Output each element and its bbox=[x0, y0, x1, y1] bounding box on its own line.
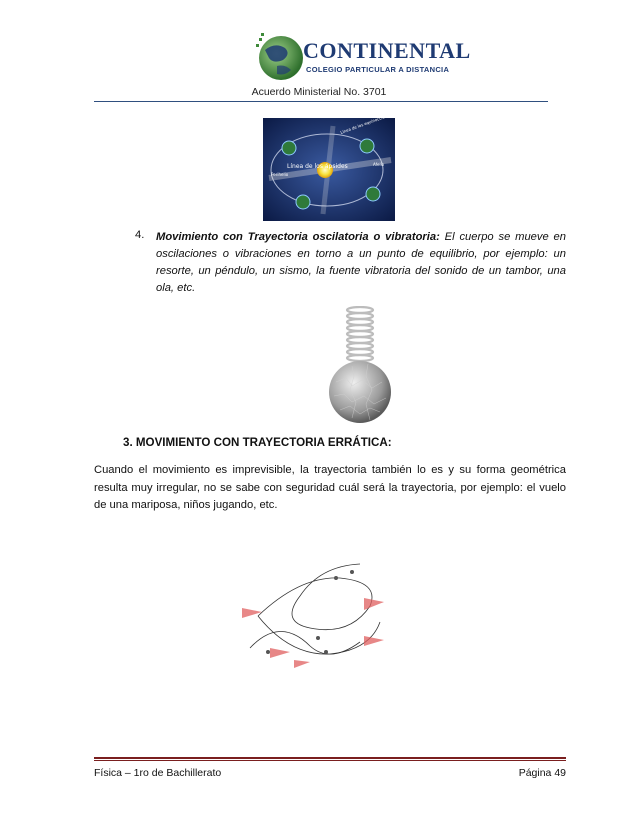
orbit-label-top: Línea de los equinoccios bbox=[339, 118, 388, 135]
orbit-label-main: Línea de los ápsides bbox=[287, 163, 348, 170]
logo-subtitle: COLEGIO PARTICULAR A DISTANCIA bbox=[306, 65, 450, 74]
footer-divider bbox=[94, 757, 566, 759]
item4-title: Movimiento con Trayectoria oscilatoria o vibratoria: bbox=[156, 231, 440, 243]
orbit-label-left: Perihelio bbox=[271, 172, 289, 177]
erratic-trajectory-image bbox=[240, 556, 400, 674]
header-divider bbox=[94, 101, 548, 102]
item4-paragraph bbox=[156, 229, 566, 297]
logo-name: CONTINENTAL bbox=[303, 38, 471, 63]
section-paragraph: Cuando el movimiento es imprevisible, la trayectoria también lo es y su forma geométrica resulta muy irregular, no se sabe con seguridad cuál será la trayectoria, por ejemplo: el vuelo de una mariposa, niños jugando, etc. bbox=[94, 464, 566, 511]
globe-logo-icon bbox=[255, 30, 305, 85]
spring-ball-image bbox=[322, 306, 400, 424]
item4-text: El cuerpo se mueve en oscilaciones o vibraciones en torno a un punto de equilibrio, por ejemplo: un resorte, un péndulo, un sismo, la fuente vibratoria del sonido de un tambor, una ola, etc. bbox=[156, 231, 566, 294]
acuerdo-ministerial: Acuerdo Ministerial No. 3701 bbox=[251, 86, 387, 98]
earth-orbit-image bbox=[263, 118, 395, 221]
section-heading: 3. MOVIMIENTO CON TRAYECTORIA ERRÁTICA: bbox=[123, 436, 392, 449]
footer-course: Física – 1ro de Bachillerato bbox=[94, 767, 222, 779]
list-number: 4. bbox=[135, 229, 145, 241]
footer-divider-thin bbox=[94, 760, 566, 761]
footer-page-number: Página 49 bbox=[518, 767, 566, 779]
orbit-label-right: Afelio bbox=[373, 162, 385, 167]
